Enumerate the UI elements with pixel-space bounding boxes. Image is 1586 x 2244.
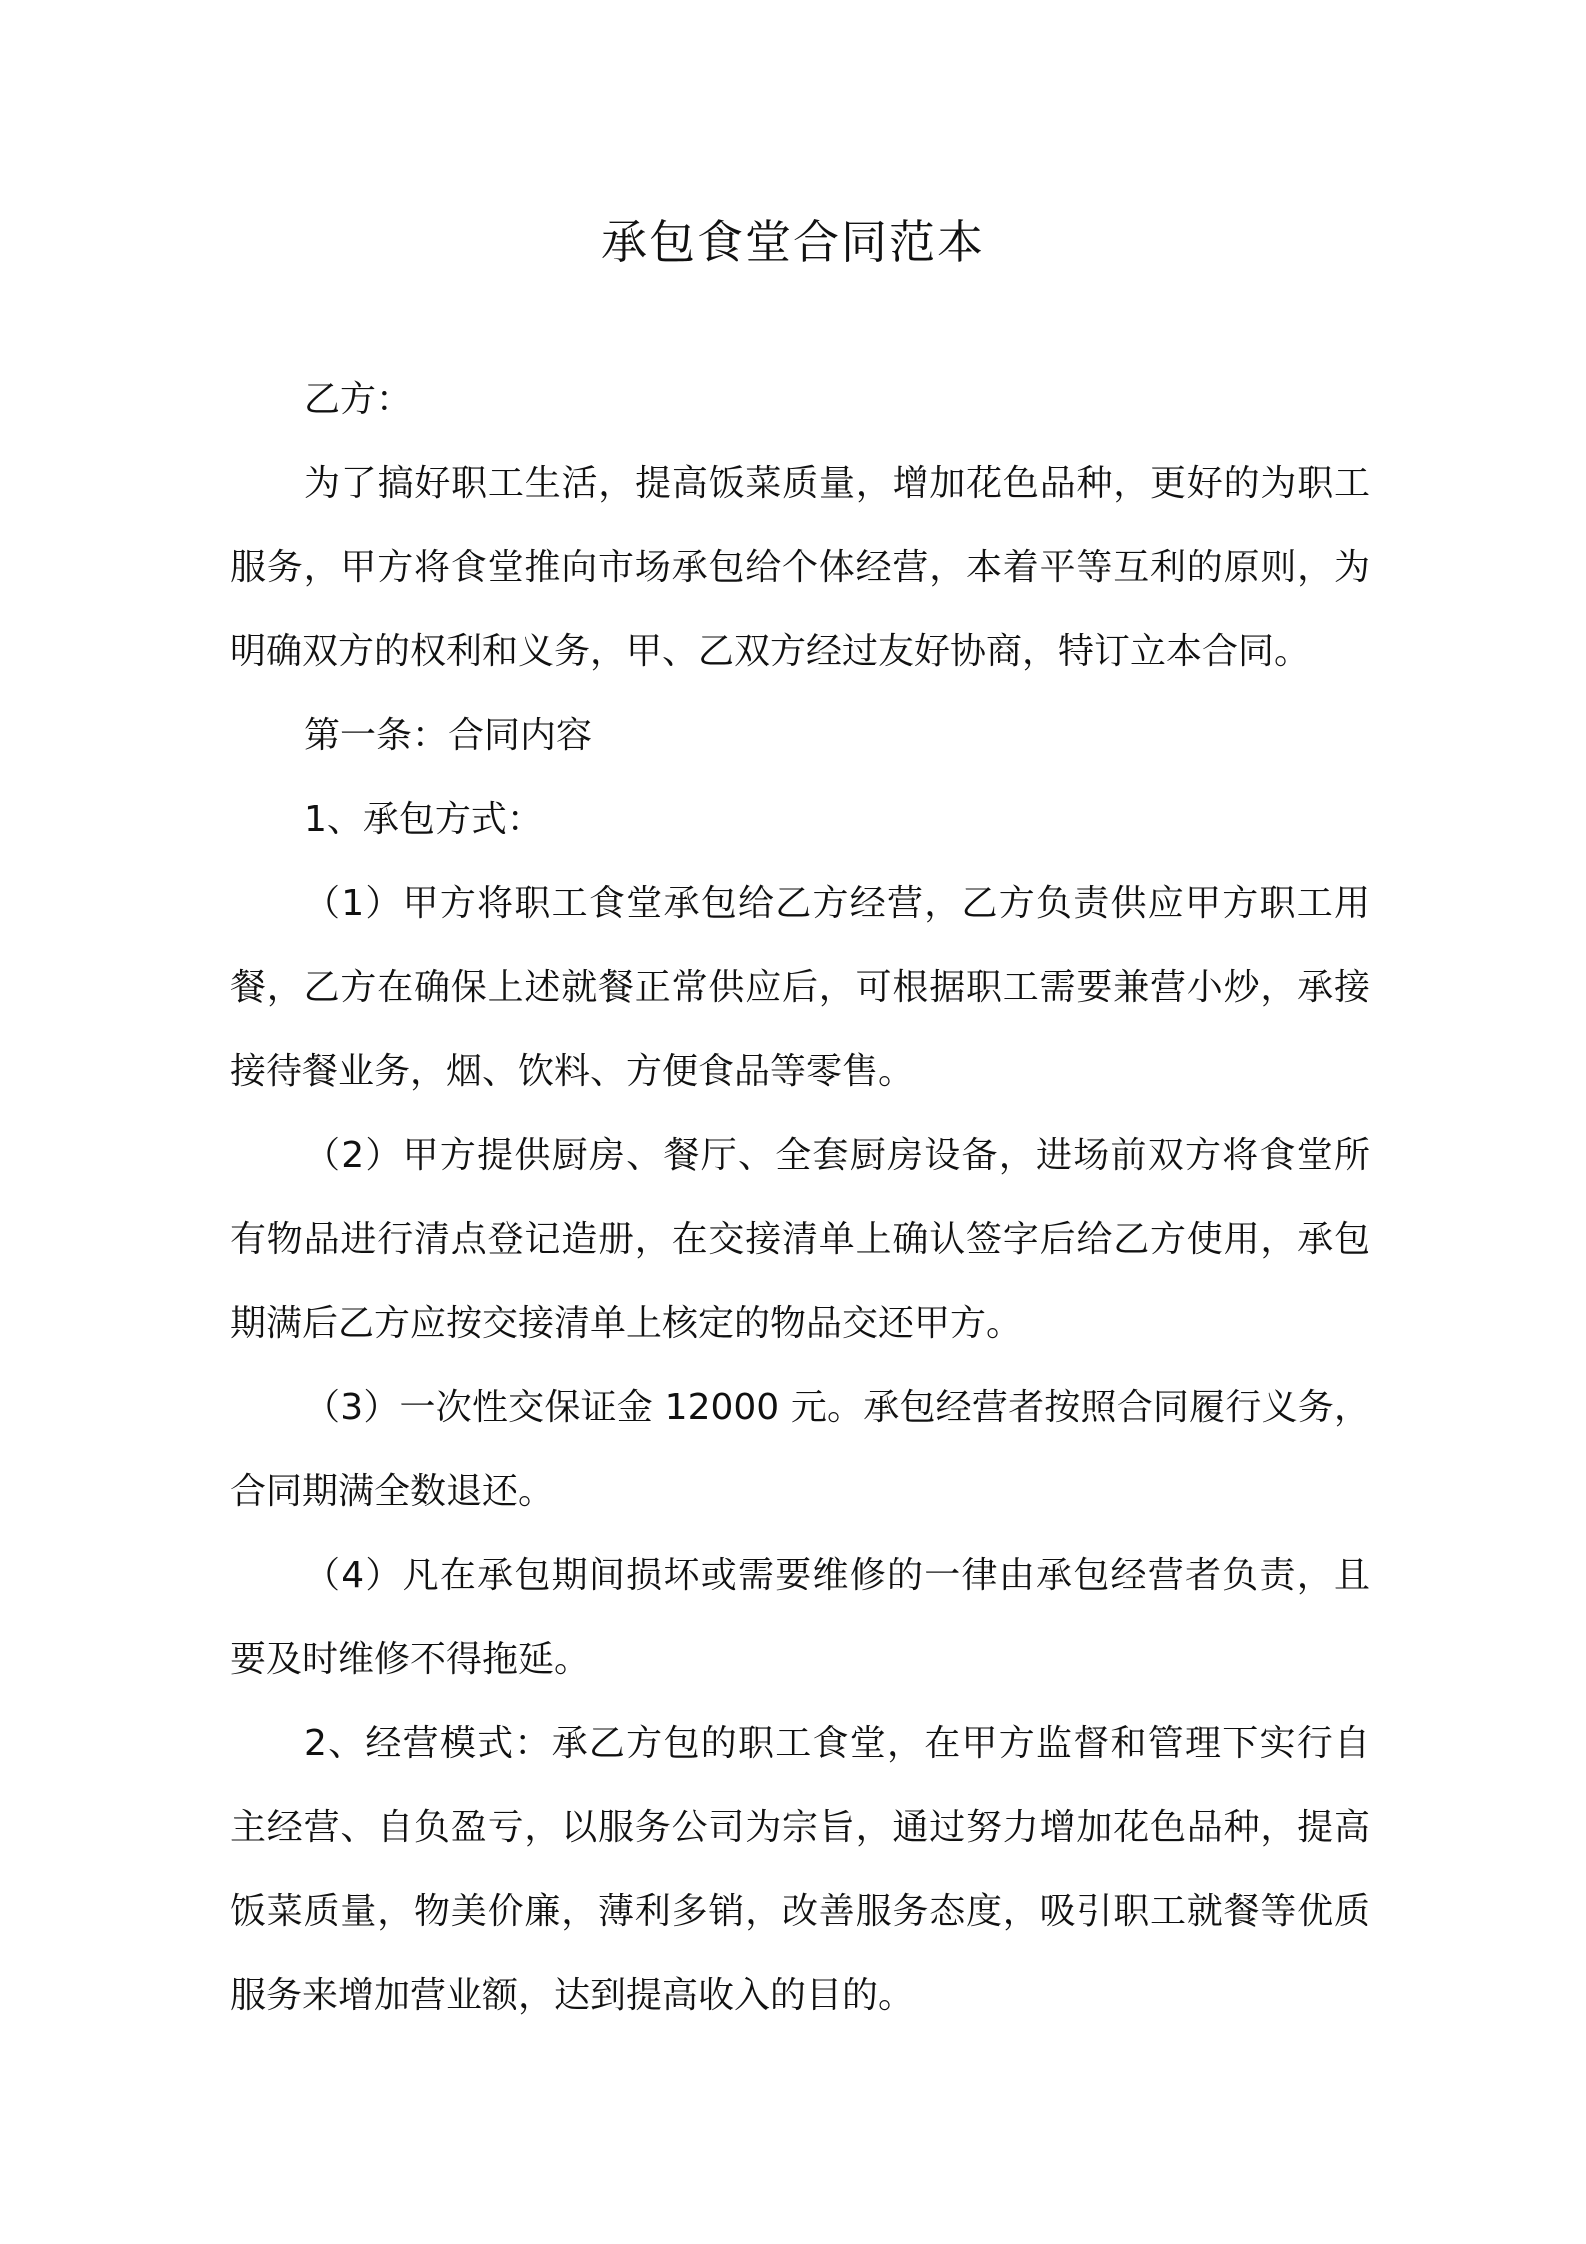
paragraph-preamble: 为了搞好职工生活，提高饭菜质量，增加花色品种，更好的为职工服务，甲方将食堂推向市场承包给个体经营，本着平等互利的原则，为明确双方的权利和义务，甲、乙双方经过友好协商，特订立本合同。 <box>230 463 1370 672</box>
paragraph-party-b: 乙方： <box>304 379 413 420</box>
section-business-model: 2、经营模式：承乙方包的职工食堂，在甲方监督和管理下实行自主经营、自负盈亏，以服务公司为宗旨，通过努力增加花色品种，提高饭菜质量，物美价廉，薄利多销，改善服务态度，吸引职工就餐等优质服务来增加营业额，达到提高收入的目的。 <box>230 1723 1370 2016</box>
clause-4: （4）凡在承包期间损坏或需要维修的一律由承包经营者负责，且要及时维修不得拖延。 <box>230 1555 1370 1680</box>
document-body <box>230 358 1370 2038</box>
article-one-heading: 第一条：合同内容 <box>304 715 593 756</box>
document-title: 承包食堂合同范本 <box>601 215 985 269</box>
clause-3: （3）一次性交保证金 12000 元。承包经营者按照合同履行义务，合同期满全数退还。 <box>230 1387 1370 1512</box>
section-contract-mode: 1、承包方式： <box>304 799 543 840</box>
clause-2: （2）甲方提供厨房、餐厅、全套厨房设备，进场前双方将食堂所有物品进行清点登记造册，在交接清单上确认签字后给乙方使用，承包期满后乙方应按交接清单上核定的物品交还甲方。 <box>230 1135 1370 1344</box>
clause-1: （1）甲方将职工食堂承包给乙方经营，乙方负责供应甲方职工用餐，乙方在确保上述就餐正常供应后，可根据职工需要兼营小炒，承接接待餐业务，烟、饮料、方便食品等零售。 <box>230 883 1370 1092</box>
